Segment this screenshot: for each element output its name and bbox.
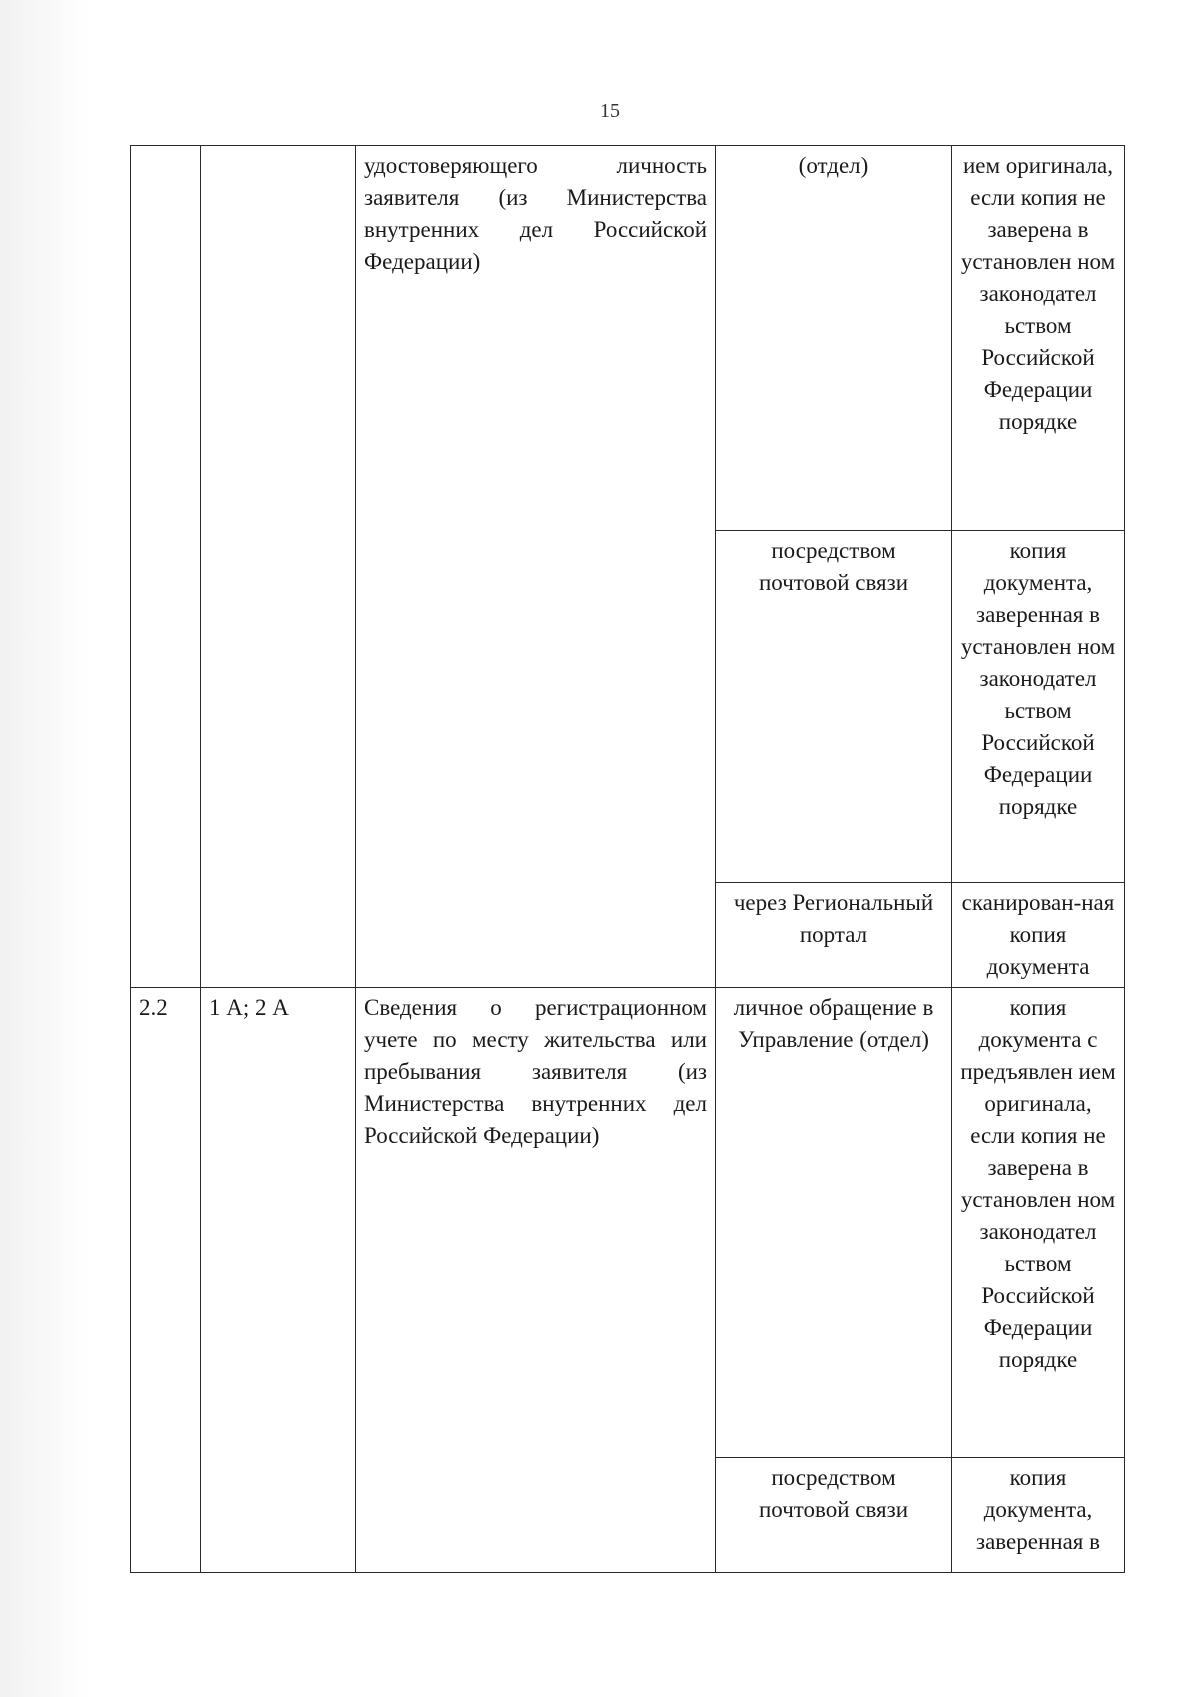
- document-table: [130, 145, 1125, 1573]
- document-description-cell: удостоверяющего личность заявителя (из Министерства внутренних дел Российской Федерации): [356, 146, 716, 988]
- row-number-cell: [131, 146, 201, 988]
- submission-method-cell: (отдел): [716, 146, 952, 531]
- submission-method-cell: через Региональный портал: [716, 883, 952, 988]
- document-form-cell: сканирован-ная копия документа: [952, 883, 1125, 988]
- document-form-cell: копия документа, заверенная в установлен ном законодател ьством Российской Федерации порядке: [952, 531, 1125, 883]
- row-code-cell: 1 А; 2 А: [201, 988, 356, 1573]
- document-form-cell: ием оригинала, если копия не заверена в установлен ном законодател ьством Российской Федерации порядке: [952, 146, 1125, 531]
- submission-method-cell: посредством почтовой связи: [716, 531, 952, 883]
- page-number: 15: [600, 100, 620, 122]
- submission-method-cell: посредством почтовой связи: [716, 1458, 952, 1573]
- table-row: [131, 988, 1125, 1458]
- submission-method-cell: личное обращение в Управление (отдел): [716, 988, 952, 1458]
- scan-shadow: [0, 0, 90, 1697]
- document-description-cell: Сведения о регистрационном учете по месту жительства или пребывания заявителя (из Министерства внутренних дел Российской Федерации): [356, 988, 716, 1573]
- document-form-cell: копия документа с предъявлен ием оригинала, если копия не заверена в установлен ном законодател ьством Российской Федерации порядке: [952, 988, 1125, 1458]
- table-row: [131, 146, 1125, 531]
- row-code-cell: [201, 146, 356, 988]
- row-number-cell: 2.2: [131, 988, 201, 1573]
- document-form-cell: копия документа, заверенная в: [952, 1458, 1125, 1573]
